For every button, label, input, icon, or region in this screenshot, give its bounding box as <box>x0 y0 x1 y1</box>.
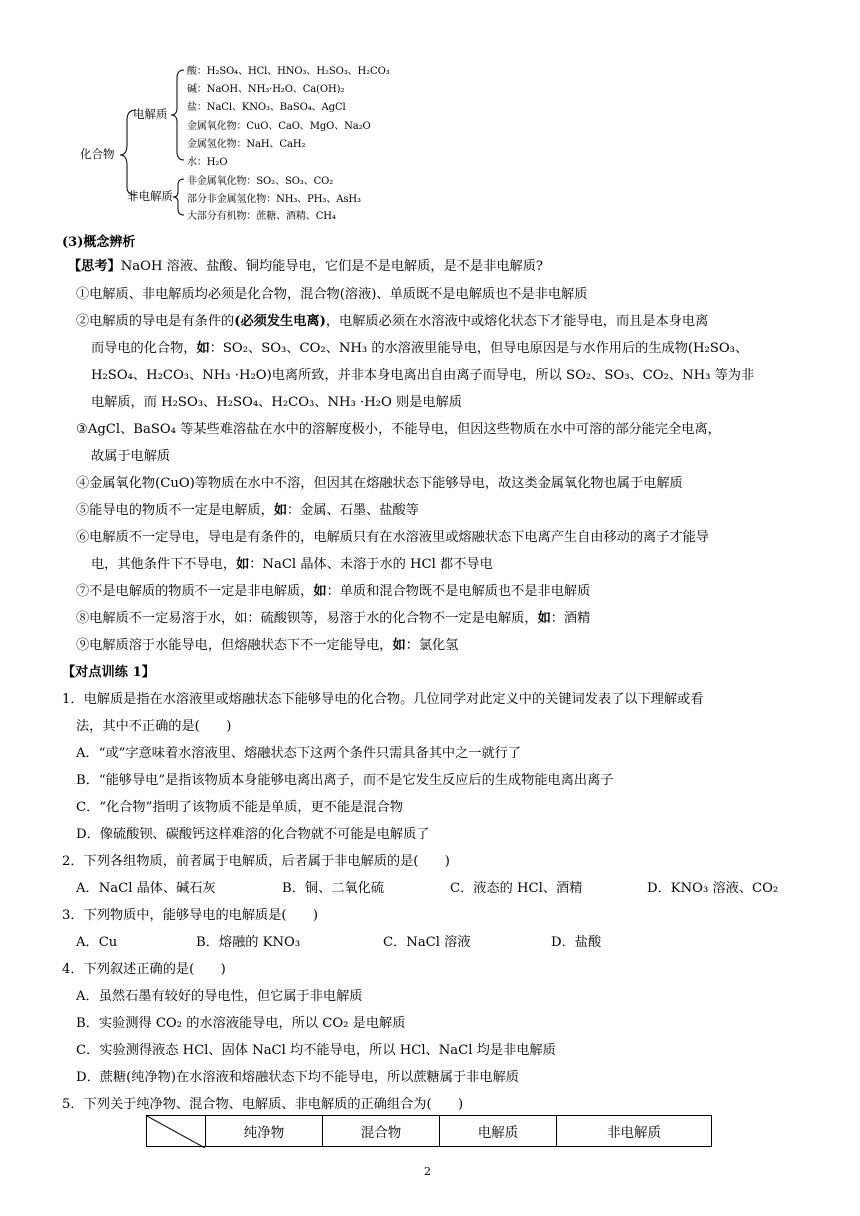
table-diagonal-cell <box>147 1116 206 1147</box>
table-header-non-electrolyte: 非电解质 <box>556 1116 711 1147</box>
tree-root-label: 化合物 <box>80 147 115 161</box>
point-3-line-2: 故属于电解质 <box>91 449 171 464</box>
electrolyte-item-salt: 盐：NaCl、KNO₃、BaSO₄、AgCl <box>187 102 346 113</box>
table-header-row <box>147 1116 712 1147</box>
point-2-line-3: H₂SO₄、H₂CO₃、NH₃ ·H₂O)电离所致，并非本身电离出自由离子而导电，所以 SO₂、SO₃、CO₂、NH₃ 等为非 <box>91 368 755 383</box>
question-4-option-b: B．实验测得 CO₂ 的水溶液能导电，所以 CO₂ 是电解质 <box>76 1016 406 1031</box>
point-9-text-cont: ：氯化氢 <box>405 638 459 653</box>
electrolyte-item-metal-oxide: 金属氧化物：CuO、CaO、MgO、Na₂O <box>187 121 371 132</box>
table-header-pure: 纯净物 <box>206 1116 323 1147</box>
point-7-emphasis: 如 <box>313 584 327 599</box>
training-title: 【对点训练 1】 <box>62 665 155 680</box>
question-5-stem: 5．下列关于纯净物、混合物、电解质、非电解质的正确组合为( ) <box>62 1097 464 1112</box>
question-4-option-d: D．蔗糖(纯净物)在水溶液和熔融状态下均不能导电，所以蔗糖属于非电解质 <box>76 1070 519 1085</box>
point-8-text: ⑧电解质不一定易溶于水，如：硫酸钡等，易溶于水的化合物不一定是电解质， <box>76 611 538 626</box>
electrolyte-item-base: 碱：NaOH、NH₃·H₂O、Ca(OH)₂ <box>187 84 345 95</box>
question-1-option-b: B．“能够导电”是指该物质本身能够电离出离子，而不是它发生反应后的生成物能电离出离子 <box>76 773 614 788</box>
point-5-text-cont: ：金属、石墨、盐酸等 <box>287 503 419 518</box>
question-1-stem-line-2: 法，其中不正确的是( ) <box>76 719 232 734</box>
point-2b-text: 而导电的化合物， <box>91 341 197 356</box>
non-electrolyte-item-hydride: 部分非金属氢化物：NH₃、PH₃、AsH₃ <box>187 194 361 205</box>
point-9-emphasis: 如 <box>392 638 406 653</box>
table-header-electrolyte: 电解质 <box>439 1116 556 1147</box>
question-2-option-a: A．NaCl 晶体、碱石灰 <box>76 881 216 896</box>
point-2b-text-cont: ：SO₂、SO₃、CO₂、NH₃ 的水溶液里能导电，但导电原因是与水作用后的生成物(H₂SO₃、 <box>209 341 749 356</box>
question-1-option-d: D．像硫酸钡、碳酸钙这样难溶的化合物就不可能是电解质了 <box>76 827 430 842</box>
point-2-line-2 <box>91 341 748 357</box>
question-2-option-d: D．KNO₃ 溶液、CO₂ <box>647 881 779 896</box>
question-1-stem-line-1: 1．电解质是指在水溶液里或熔融状态下能够导电的化合物。几位同学对此定义中的关键词发表了以下理解或看 <box>62 692 704 707</box>
point-5-text: ⑤能导电的物质不一定是电解质， <box>76 503 274 518</box>
non-electrolyte-item-oxide: 非金属氧化物：SO₂、SO₃、CO₂ <box>187 176 334 187</box>
question-4-option-c: C．实验测得液态 HCl、固体 NaCl 均不能导电，所以 HCl、NaCl 均是非电解质 <box>76 1043 556 1058</box>
section-title: (3)概念辨析 <box>62 235 136 250</box>
point-2-line-4: 电解质，而 H₂SO₃、H₂SO₄、H₂CO₃、NH₃ ·H₂O 则是电解质 <box>91 395 462 410</box>
point-2-text: ②电解质的导电是有条件的 <box>76 314 235 329</box>
question-1-option-c: C．“化合物”指明了该物质不能是单质，更不能是混合物 <box>76 800 403 815</box>
point-8-emphasis: 如 <box>537 611 551 626</box>
point-1: ①电解质、非电解质均必须是化合物，混合物(溶液)、单质既不是电解质也不是非电解质 <box>76 287 588 302</box>
point-6-text: 电，其他条件下不导电， <box>91 557 237 572</box>
point-2-line-1 <box>76 314 708 330</box>
point-5-emphasis: 如 <box>273 503 287 518</box>
point-7-text-cont: ：单质和混合物既不是电解质也不是非电解质 <box>326 584 591 599</box>
non-electrolyte-label: 非电解质 <box>127 189 173 203</box>
electrolyte-item-metal-hydride: 金属氢化物：NaH、CaH₂ <box>187 139 306 150</box>
point-9 <box>76 638 458 654</box>
point-6-line-2 <box>91 557 493 573</box>
think-text: NaOH 溶液、盐酸、铜均能导电，它们是不是电解质，是不是非电解质? <box>120 259 543 274</box>
question-2-stem: 2．下列各组物质，前者属于电解质，后者属于非电解质的是( ) <box>62 854 450 869</box>
question-3-stem: 3．下列物质中，能够导电的电解质是( ) <box>62 908 319 923</box>
electrolyte-item-water: 水：H₂O <box>187 157 228 168</box>
point-6-text-cont: ：NaCl 晶体、未溶于水的 HCl 都不导电 <box>249 557 493 572</box>
point-8 <box>76 611 590 627</box>
question-2-option-b: B．铜、二氧化硫 <box>282 881 385 896</box>
question-1-option-a: A．“或”字意味着水溶液里、熔融状态下这两个条件只需具备其中之一就行了 <box>76 746 522 761</box>
point-6-emphasis: 如 <box>236 557 250 572</box>
point-3-line-1: ③AgCl、BaSO₄ 等某些难溶盐在水中的溶解度极小，不能导电，但因这些物质在水中可溶的部分能完全电离， <box>76 422 721 437</box>
question-3-option-c: C．NaCl 溶液 <box>383 935 471 950</box>
point-5 <box>76 503 419 519</box>
think-label: 【思考】 <box>68 259 121 274</box>
page-number: 2 <box>424 1165 431 1178</box>
electrolyte-item-acid: 酸：H₂SO₄、HCl、HNO₃、H₂SO₃、H₂CO₃ <box>187 66 390 77</box>
question-2-option-c: C．液态的 HCl、酒精 <box>450 881 583 896</box>
question-4-stem: 4．下列叙述正确的是( ) <box>62 962 226 977</box>
question-3-option-a: A．Cu <box>76 935 118 950</box>
diagonal-line <box>147 1116 205 1148</box>
question-3-option-b: B．熔融的 KNO₃ <box>196 935 301 950</box>
question-4-option-a: A．虽然石墨有较好的导电性，但它属于非电解质 <box>76 989 363 1004</box>
non-electrolyte-item-organic: 大部分有机物：蔗糖、酒精、CH₄ <box>187 211 336 222</box>
answer-table <box>146 1115 712 1147</box>
point-7-text: ⑦不是电解质的物质不一定是非电解质， <box>76 584 314 599</box>
point-4: ④金属氧化物(CuO)等物质在水中不溶，但因其在熔融状态下能够导电，故这类金属氧化物也属于电解质 <box>76 476 683 491</box>
classification-tree <box>0 0 860 230</box>
point-6-line-1: ⑥电解质不一定导电，导电是有条件的，电解质只有在水溶液里或熔融状态下电离产生自由移动的离子才能导 <box>76 530 709 545</box>
table-header-mixture: 混合物 <box>322 1116 439 1147</box>
point-2-text-cont: ，电解质必须在水溶液中或熔化状态下才能导电，而且是本身电离 <box>325 314 709 329</box>
electrolyte-label: 电解质 <box>133 107 168 121</box>
question-3-option-d: D．盐酸 <box>551 935 602 950</box>
point-2-emphasis: (必须发生电离) <box>234 314 326 329</box>
point-7 <box>76 584 590 600</box>
point-2b-emphasis: 如 <box>196 341 210 356</box>
point-8-text-cont: ：酒精 <box>550 611 591 626</box>
point-9-text: ⑨电解质溶于水能导电，但熔融状态下不一定能导电， <box>76 638 393 653</box>
think-paragraph <box>68 259 543 275</box>
